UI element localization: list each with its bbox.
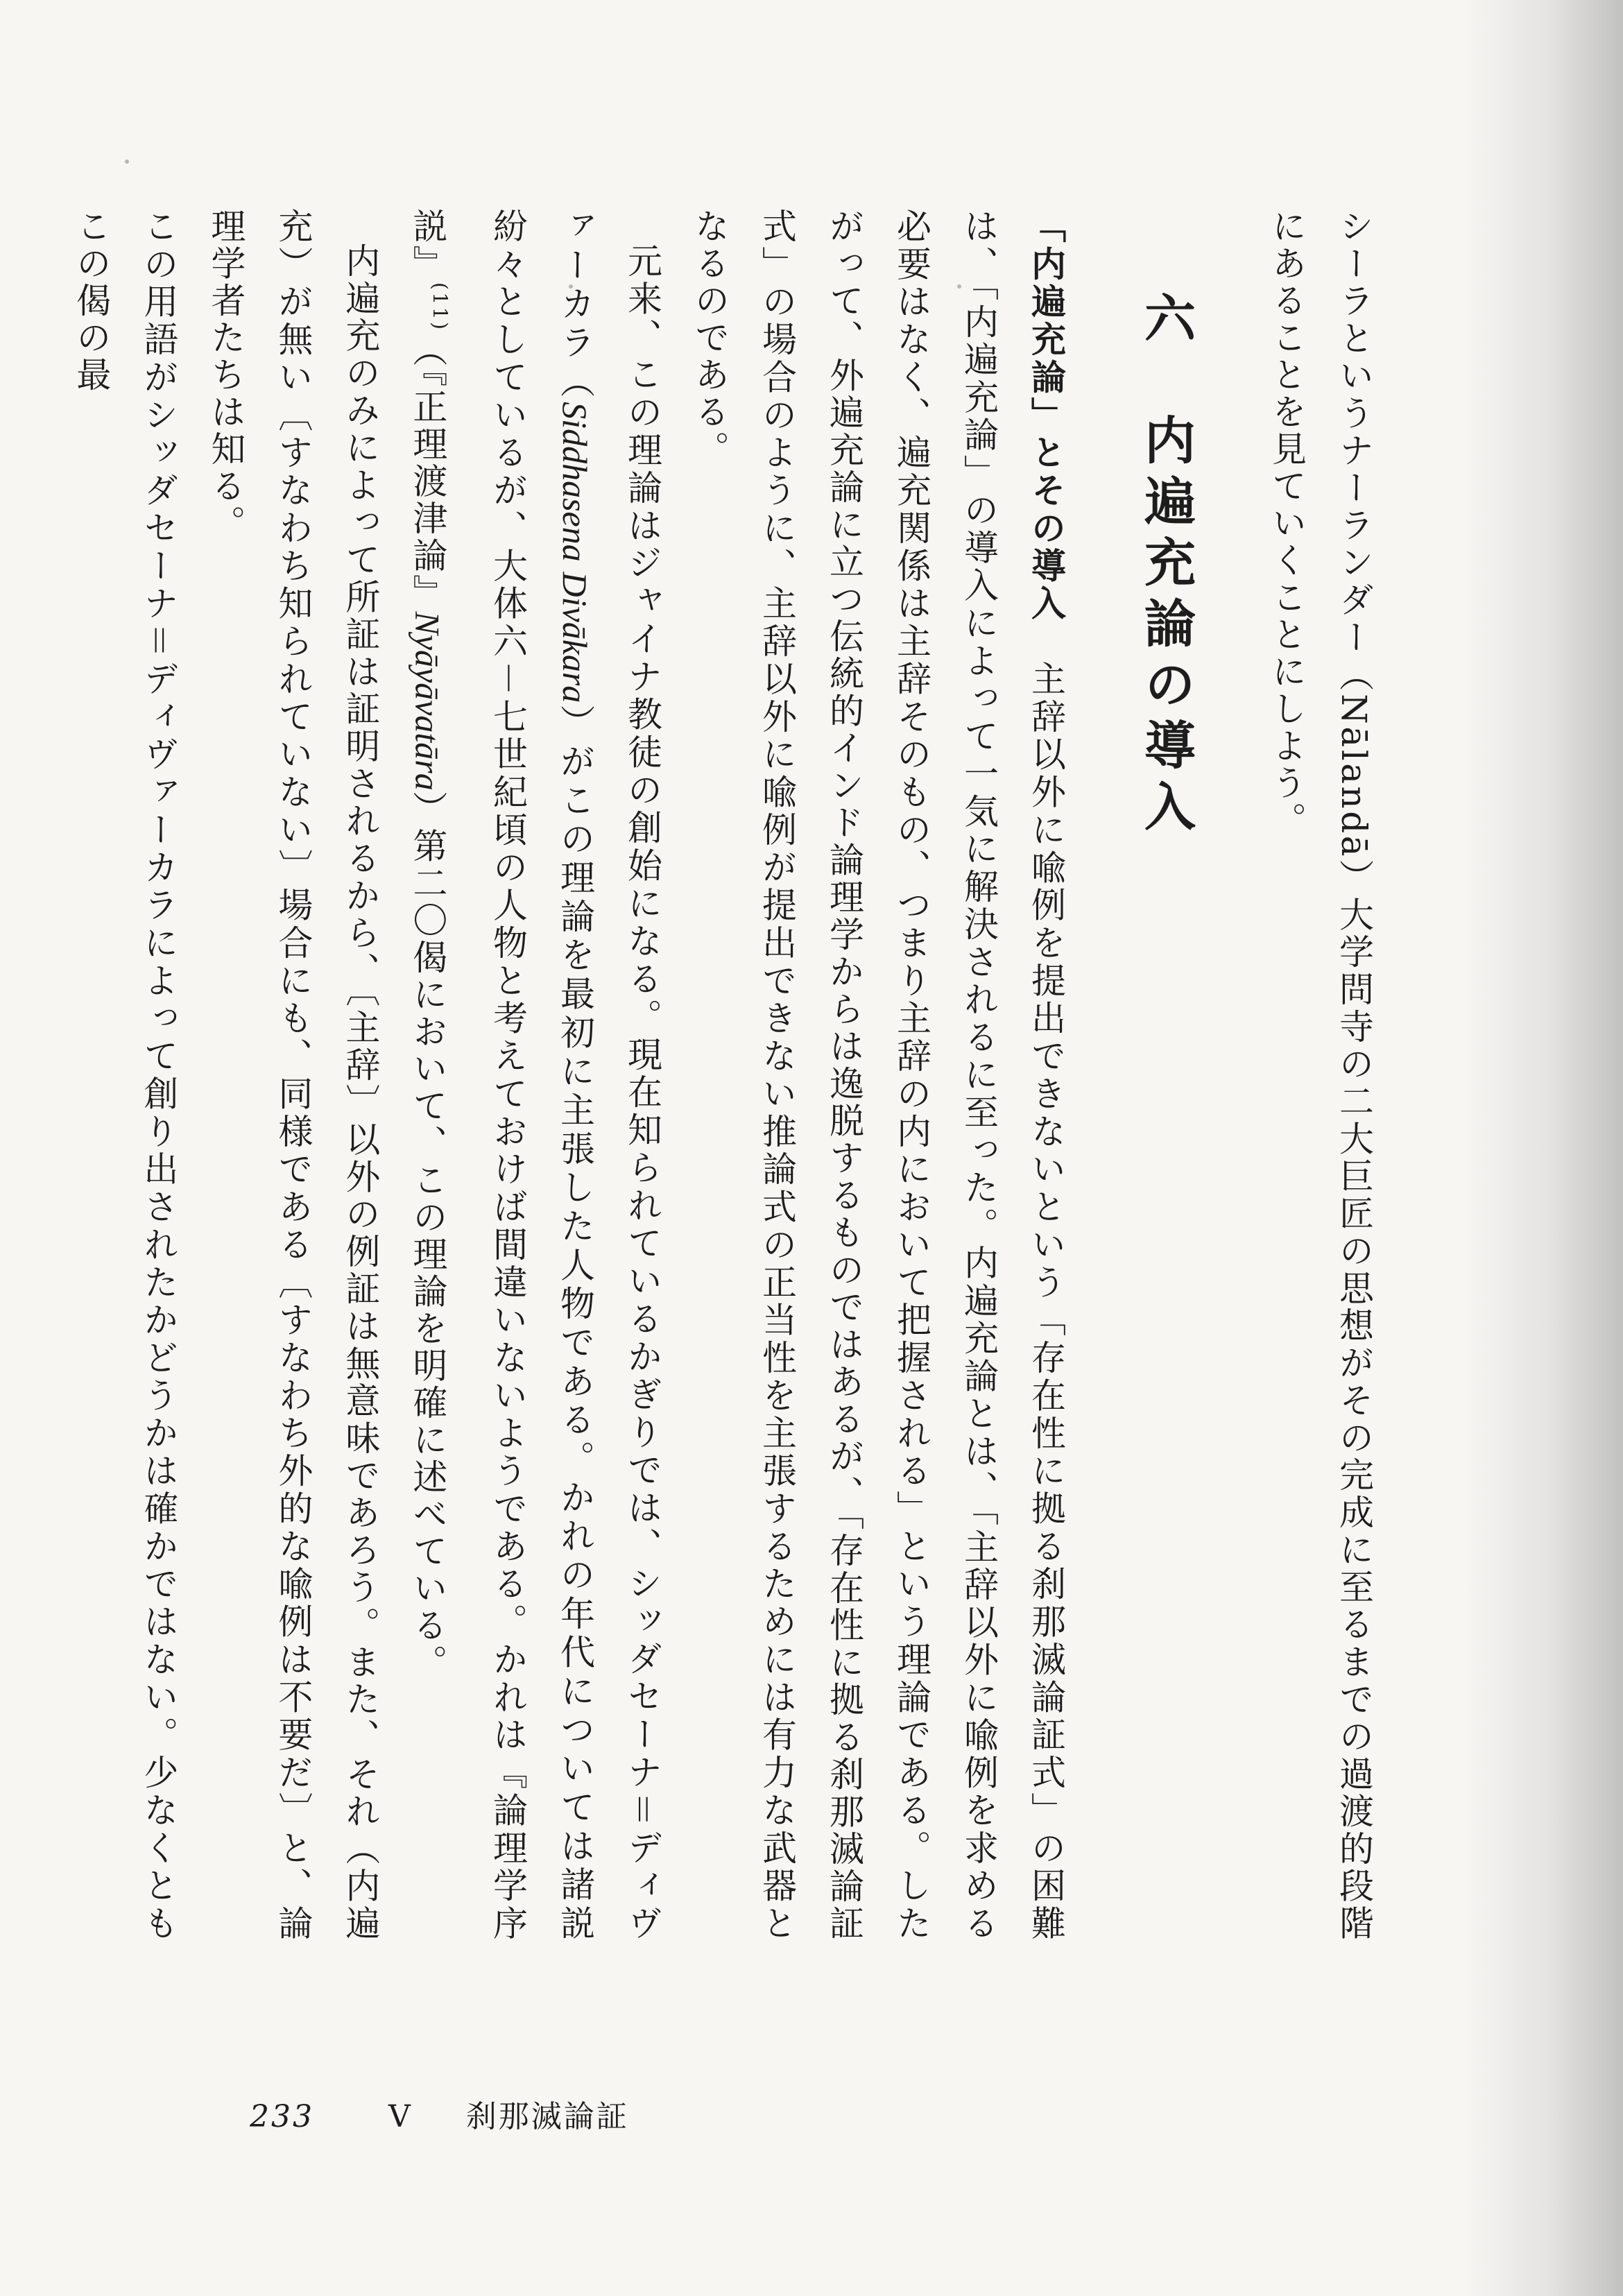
opening-paragraph: シーラというナーランダー（Nālandā）大学問寺の二大巨匠の思想がその完成に至るまでの過渡的段階にあることを見ていくことにしよう。 xyxy=(1266,208,1374,1942)
vertical-text-body xyxy=(69,208,1387,1942)
scan-speck xyxy=(125,160,129,164)
section-heading xyxy=(1128,208,1204,1942)
closing-paragraph: この用語がシッダセーナ＝ディヴァーカラによって創り出されたかどうかは確かではない。少なくともこの偈の最 xyxy=(71,208,179,1943)
section-number: 六 xyxy=(1136,291,1196,352)
subsection-paragraph xyxy=(676,208,1079,1942)
page-footer xyxy=(250,2091,629,2136)
footnote-marker: (11) xyxy=(429,282,452,332)
paragraph-text: ）がこの理論を最初に主張した人物である。かれの年代については諸説紛々としているが、大体六－七世紀頃の人物と考えておけば間違いないようである。かれは『論理学序説』 xyxy=(407,208,595,1943)
latin-name: Siddhasena Divākara xyxy=(556,402,594,703)
scan-shadow-edge xyxy=(1463,0,1623,2296)
latin-title: Nyāyāvatāra xyxy=(408,611,447,791)
chapter-title: 刹那滅論証 xyxy=(465,2099,629,2134)
paragraph-text: 元来、この理論はジャイナ教徒の創始になる。現在知られているかぎりでは、シッダセーナ＝ディヴァーカラ（ xyxy=(555,208,662,1942)
paragraph-text: 主辞以外に喩例を提出できないという「存在性に拠る刹那滅論証式」の困難は、「内遍充論」の導入によって一気に解決されるに至った。内遍充論とは、「主辞以外に喩例を求める必要はなく、遍充関係は主辞そのもの、つまり主辞の内において把握される」という理論である。したがって、外遍充論に立つ伝統的インド論理学からは逸脱するものではあるが、「存在性に拠る刹那滅論証式」の場合のように、主辞以外に喩例が提出できない推論式の正当性を主張するためには有力な武器となるのである。 xyxy=(689,208,1066,1943)
paragraph-text: ）第二〇偈において、この理論を明確に述べている。 xyxy=(407,790,448,1681)
chapter-number: V xyxy=(388,2099,413,2134)
origin-paragraph xyxy=(393,208,676,1942)
subsection-heading: 「内遍充論」とその導入 xyxy=(1026,208,1066,624)
page-number: 233 xyxy=(250,2099,314,2134)
section-title: 内遍充論の導入 xyxy=(1136,413,1196,841)
quote-paragraph: 内遍充のみによって所証は証明されるから、〔主辞〕以外の例証は無意味であろう。また、それ（内遍充）が無い〔すなわち知られていない〕場合にも、同様である〔すなわち外的な喩例は不要だ〕と、論理学者たちは知る。 xyxy=(205,208,381,1943)
paragraph-text: （『正理渡津論』 xyxy=(407,332,448,612)
